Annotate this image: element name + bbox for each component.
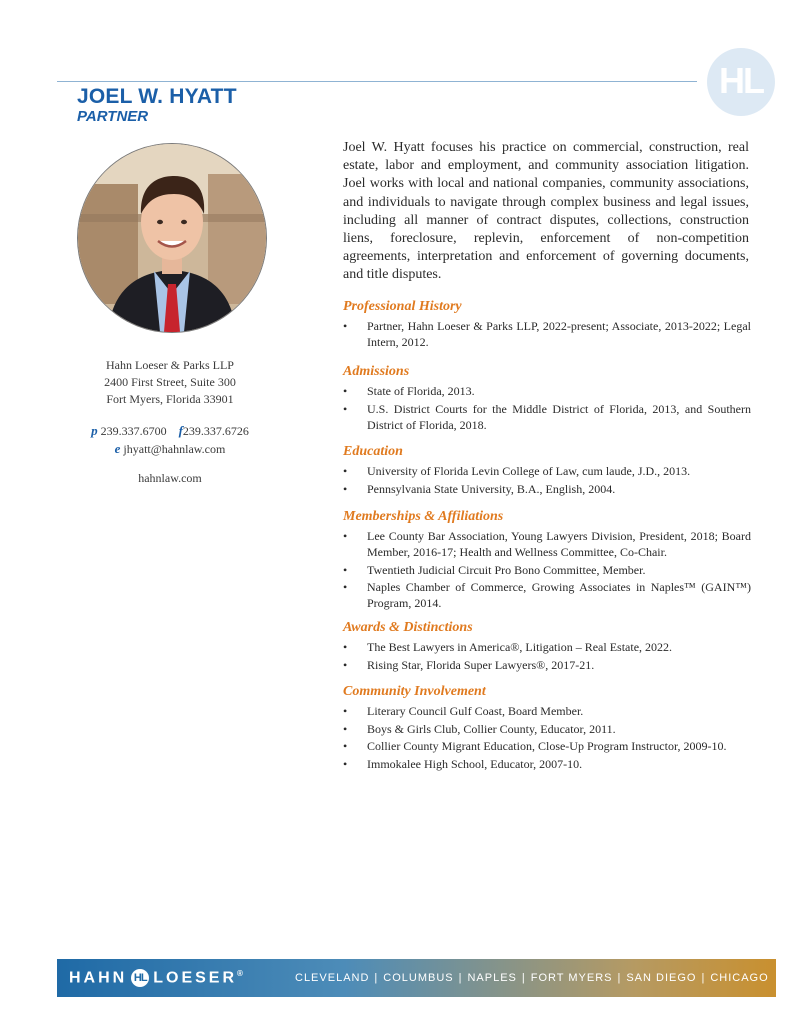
list-item: • Immokalee High School, Educator, 2007-10. (343, 756, 751, 772)
list-item: • Lee County Bar Association, Young Lawyers Division, President, 2018; Board Member, 2016-17; Health and Wellness Committee, Co-Chair. (343, 528, 751, 560)
office-chicago: CHICAGO (710, 972, 769, 984)
section-heading: Admissions (343, 364, 410, 379)
list-item: • Naples Chamber of Commerce, Growing Associates in Naples™ (GAIN™) Program, 2014. (343, 579, 751, 611)
office-naples: NAPLES (467, 972, 517, 984)
attorney-name: JOEL W. HYATT (77, 85, 237, 108)
list-item: • Pennsylvania State University, B.A., English, 2004. (343, 481, 751, 497)
email-label: e (114, 441, 121, 456)
section-heading: Education (343, 444, 403, 459)
section-heading: Professional History (343, 299, 462, 314)
office-fort-myers: FORT MYERS (530, 972, 613, 984)
contact-block (60, 357, 280, 487)
section-professional-history (343, 299, 751, 352)
office-separator: | (458, 972, 463, 984)
footer-banner (57, 959, 776, 997)
firm-logo-mark (707, 48, 775, 116)
list-item: • Literary Council Gulf Coast, Board Member. (343, 703, 751, 719)
list-item: • Boys & Girls Club, Collier County, Educator, 2011. (343, 721, 751, 737)
email-line (60, 440, 280, 458)
office-separator: | (521, 972, 526, 984)
office-san-diego: SAN DIEGO (626, 972, 697, 984)
list-item: • Rising Star, Florida Super Lawyers®, 2017-21. (343, 657, 751, 673)
brand-reg: ® (237, 969, 243, 978)
phone-label: p (91, 423, 98, 438)
website-link[interactable]: hahnlaw.com (138, 471, 202, 485)
address-line-2: Fort Myers, Florida 33901 (106, 392, 234, 406)
section-community (343, 684, 751, 773)
section-education (343, 444, 751, 498)
phone-number[interactable]: 239.337.6700 (100, 424, 167, 438)
brand-left: HAHN (69, 969, 128, 987)
list-item: • State of Florida, 2013. (343, 383, 751, 399)
phone-fax-line (60, 422, 280, 440)
portrait-image (78, 144, 266, 332)
list-item: • Partner, Hahn Loeser & Parks LLP, 2022-present; Associate, 2013-2022; Legal Intern, 2012. (343, 318, 751, 350)
list-item (343, 463, 751, 479)
office-separator: | (617, 972, 622, 984)
section-heading: Awards & Distinctions (343, 620, 473, 635)
address-line-1: 2400 First Street, Suite 300 (104, 375, 236, 389)
office-list (295, 972, 769, 984)
attorney-title: PARTNER (77, 108, 149, 125)
bio-paragraph: Joel W. Hyatt focuses his practice on commercial, construction, real estate, labor and employment, and community association litigation. Joel works with local and national companies, community associations, and individuals to navigate through complex business and legal issues, including all manner of contract disputes, collections, construction liens, foreclosure, replevin, enforcement of non-competition agreements, interpretation and enforcement of governing documents, and title disputes. (343, 140, 749, 283)
attorney-portrait (77, 143, 267, 333)
section-awards (343, 620, 751, 674)
office-columbus: COLUMBUS (383, 972, 454, 984)
fax-label: f (178, 423, 183, 438)
office-separator: | (701, 972, 706, 984)
list-item: • U.S. District Courts for the Middle District of Florida, 2013, and Southern District of Florida, 2018. (343, 401, 751, 433)
office-separator: | (374, 972, 379, 984)
email-link[interactable]: jhyatt@hahnlaw.com (123, 442, 226, 456)
firm-name: Hahn Loeser & Parks LLP (106, 358, 234, 372)
footer-brand-logo (69, 969, 243, 987)
section-heading: Community Involvement (343, 684, 486, 699)
fax-number: 239.337.6726 (182, 424, 249, 438)
brand-mark-icon: HL (131, 969, 149, 987)
section-heading: Memberships & Affiliations (343, 509, 504, 524)
list-item: • The Best Lawyers in America®, Litigation – Real Estate, 2022. (343, 639, 751, 655)
office-cleveland: CLEVELAND (295, 972, 370, 984)
list-item: • Collier County Migrant Education, Close-Up Program Instructor, 2009-10. (343, 738, 751, 754)
logo-letters: HL (719, 60, 763, 101)
education-school-1: University of Florida Levin College of Law, cum laude, J.D., 2013. (367, 464, 691, 478)
brand-right: LOESER (153, 969, 238, 987)
section-memberships (343, 509, 751, 613)
section-admissions (343, 364, 751, 434)
header-rule (57, 81, 697, 82)
list-item: • Twentieth Judicial Circuit Pro Bono Committee, Member. (343, 562, 751, 578)
